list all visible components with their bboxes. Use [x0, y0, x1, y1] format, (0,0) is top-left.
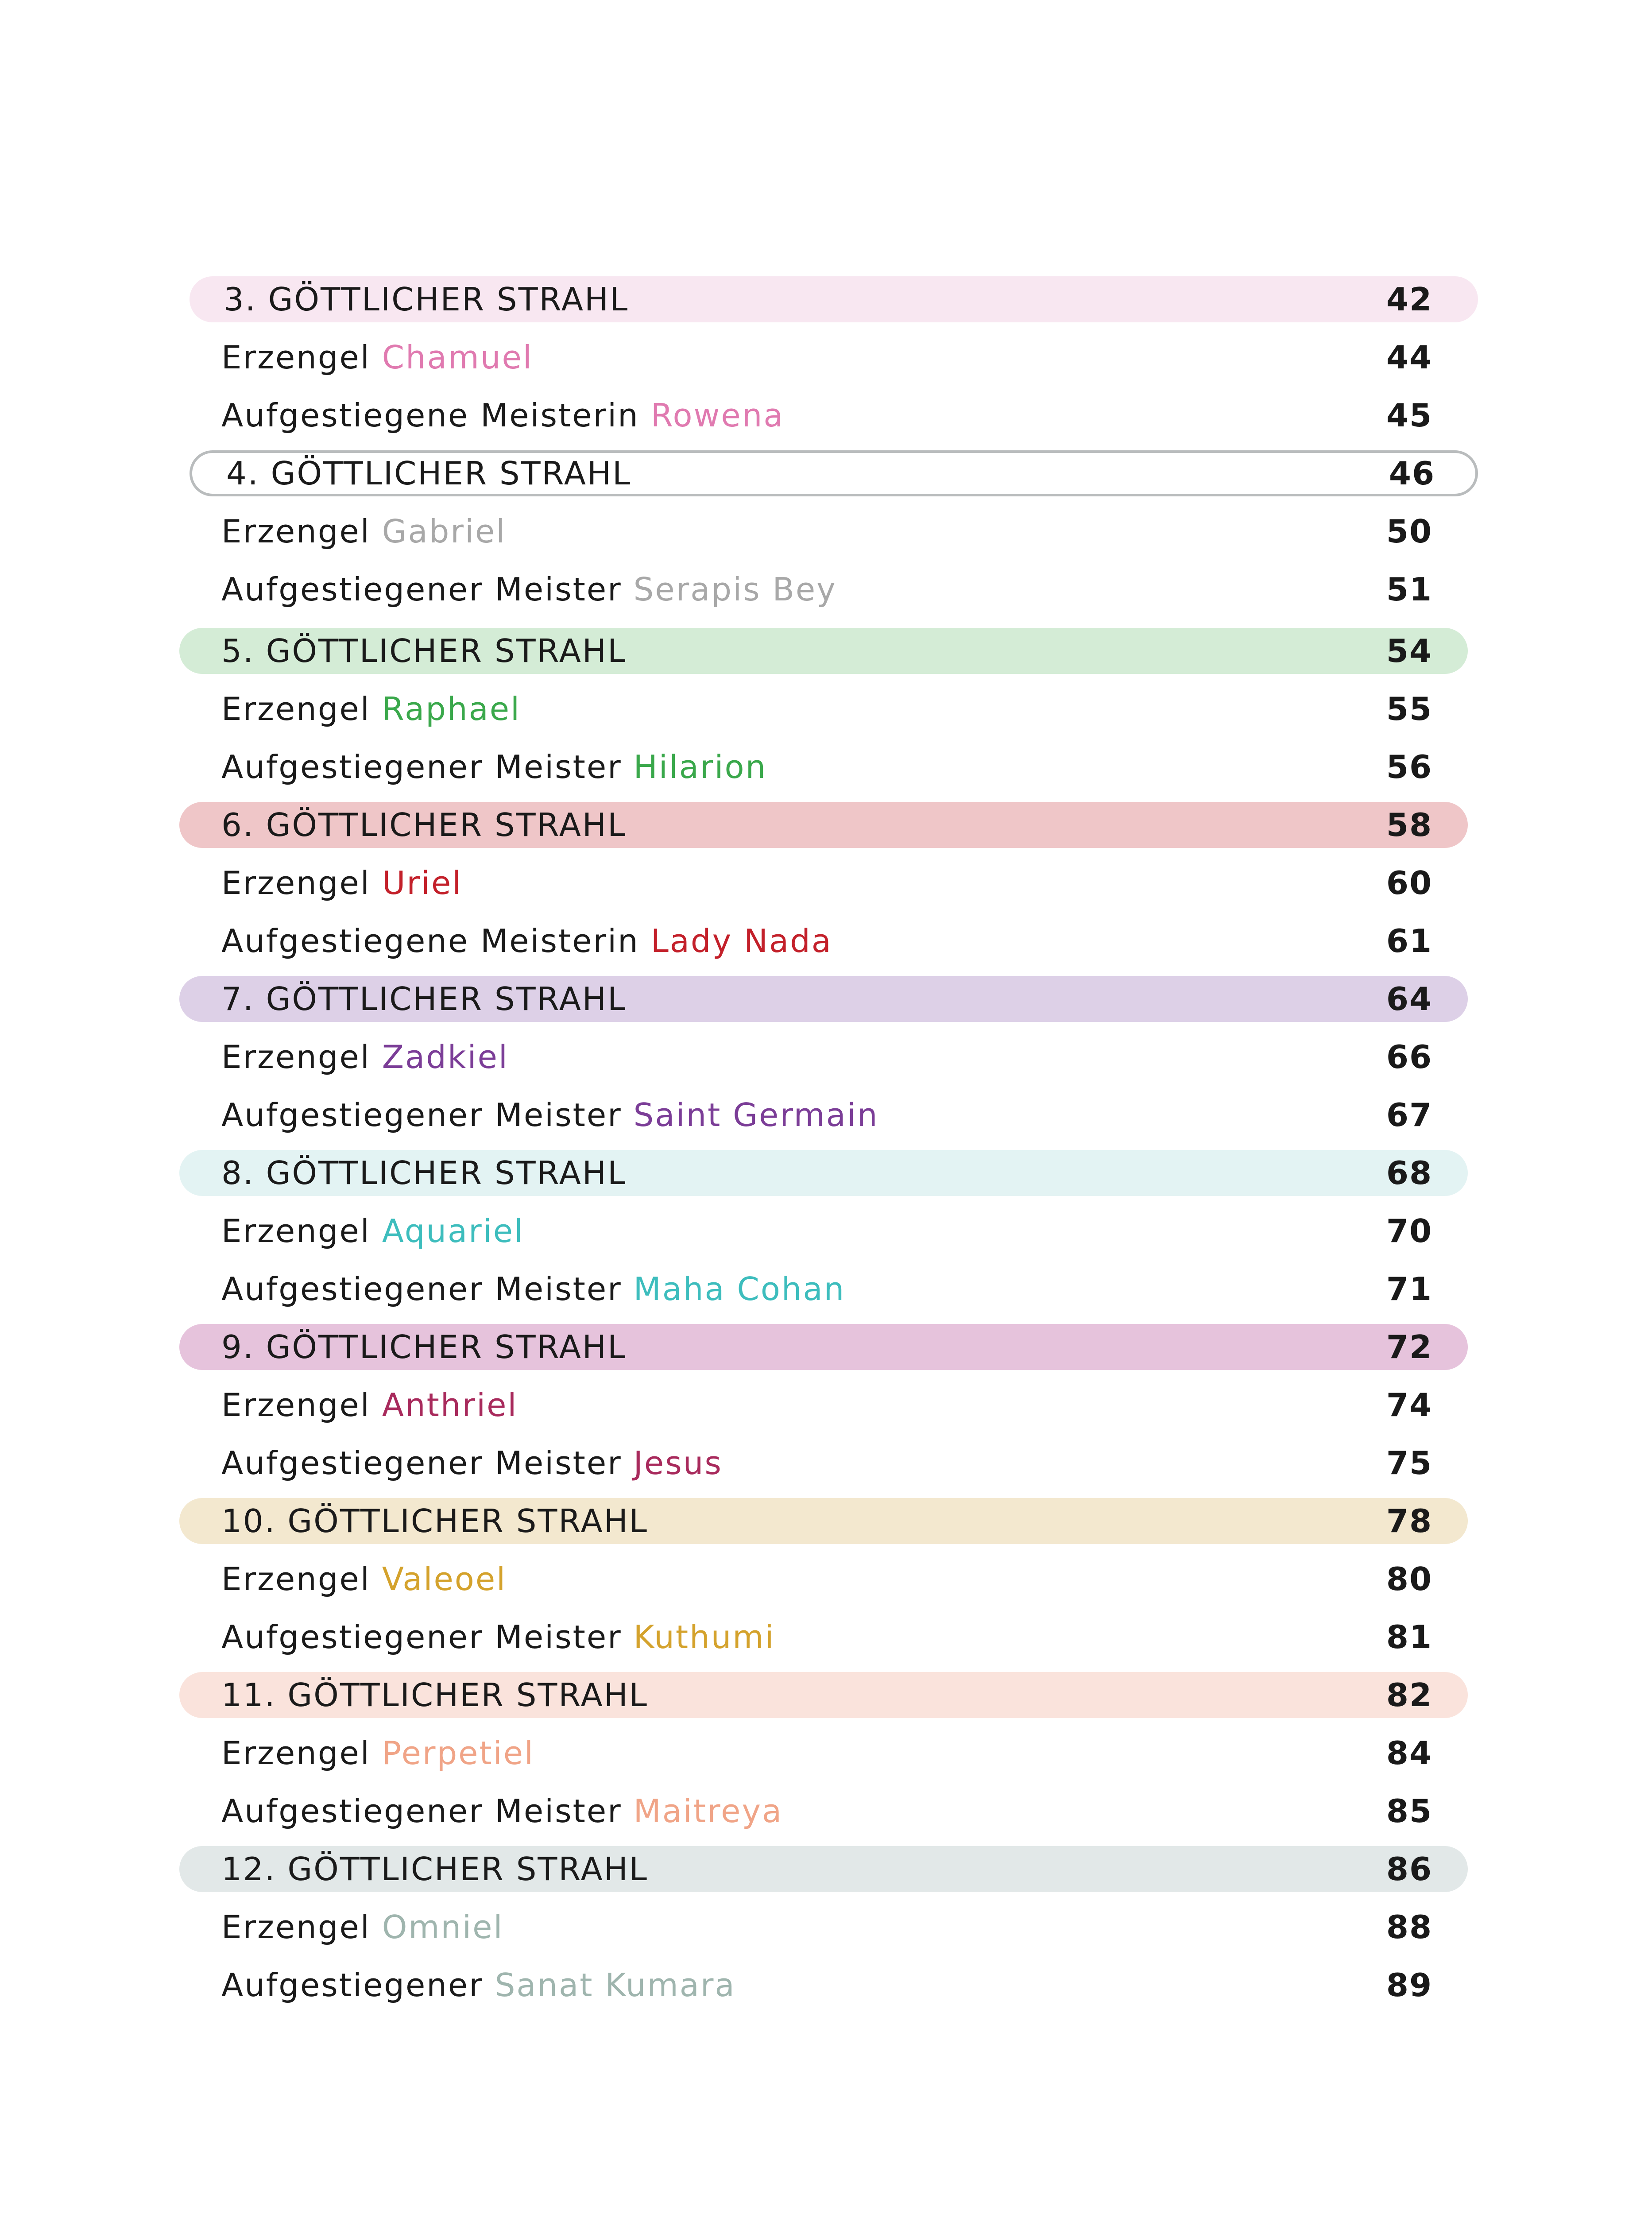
entry-label: [221, 1966, 736, 2004]
entry-page-number: 88: [1386, 1908, 1433, 1946]
entry-title-prefix: Erzengel: [221, 1212, 371, 1250]
entry-name: Perpetiel: [382, 1734, 535, 1772]
section-heading-row[interactable]: [190, 450, 1478, 496]
section-page-number: 46: [1389, 455, 1435, 492]
entry-label: [221, 571, 837, 608]
entry-title-prefix: Erzengel: [221, 1038, 371, 1076]
entry-title-prefix: Aufgestiegener Meister: [221, 1096, 622, 1134]
entry-name: Lady Nada: [650, 922, 832, 960]
toc-section: [0, 976, 1652, 1144]
entry-name: Saint Germain: [633, 1096, 879, 1134]
entry-name: Chamuel: [382, 338, 533, 376]
entry-page-number: 56: [1386, 748, 1433, 786]
entry-name: Jesus: [633, 1444, 723, 1482]
section-heading-row[interactable]: [179, 1846, 1468, 1892]
section-page-number: 58: [1386, 806, 1433, 844]
entry-title-prefix: Aufgestiegene Meisterin: [221, 922, 639, 960]
entry-title-prefix: Aufgestiegener Meister: [221, 1444, 622, 1482]
entry-name: Rowena: [650, 396, 785, 434]
entry-name: Kuthumi: [633, 1618, 775, 1656]
entry-page-number: 67: [1386, 1096, 1433, 1134]
toc-entry-row[interactable]: [0, 502, 1652, 560]
entry-page-number: 75: [1386, 1444, 1433, 1482]
entry-label: [221, 1792, 783, 1830]
toc-section: [0, 1672, 1652, 1840]
entry-title-prefix: Erzengel: [221, 1908, 371, 1946]
section-heading-row[interactable]: [179, 1150, 1468, 1196]
entry-title-prefix: Aufgestiegene Meisterin: [221, 396, 639, 434]
section-page-number: 54: [1386, 632, 1433, 670]
entry-label: [221, 1096, 879, 1134]
toc-entry-row[interactable]: [0, 1202, 1652, 1260]
entry-label: [221, 748, 767, 786]
toc-entry-row[interactable]: [0, 1608, 1652, 1666]
section-page-number: 68: [1386, 1154, 1433, 1192]
entry-label: [221, 864, 462, 902]
entry-name: Maha Cohan: [633, 1270, 846, 1308]
entry-page-number: 51: [1386, 570, 1433, 608]
entry-name: Serapis Bey: [633, 570, 837, 608]
entry-name: Zadkiel: [382, 1038, 509, 1076]
entry-page-number: 84: [1386, 1734, 1433, 1772]
toc-section: [0, 802, 1652, 970]
entry-page-number: 89: [1386, 1966, 1433, 2004]
entry-title-prefix: Erzengel: [221, 512, 371, 550]
section-heading-label: 7. GÖTTLICHER STRAHL: [221, 980, 627, 1018]
entry-page-number: 60: [1386, 864, 1433, 902]
entry-title-prefix: Aufgestiegener Meister: [221, 1618, 622, 1656]
entry-title-prefix: Aufgestiegener Meister: [221, 748, 622, 786]
toc-section: [0, 1324, 1652, 1492]
entry-label: [221, 690, 521, 728]
entry-title-prefix: Erzengel: [221, 690, 371, 728]
section-page-number: 86: [1386, 1850, 1433, 1888]
entry-title-prefix: Aufgestiegener Meister: [221, 1270, 622, 1308]
entry-page-number: 80: [1386, 1560, 1433, 1598]
toc-entry-row[interactable]: [0, 1376, 1652, 1434]
toc-entry-row[interactable]: [0, 1956, 1652, 2014]
section-heading-label: 11. GÖTTLICHER STRAHL: [221, 1676, 649, 1714]
toc-entry-row[interactable]: [0, 912, 1652, 970]
entry-name: Maitreya: [633, 1792, 783, 1830]
entry-page-number: 66: [1386, 1038, 1433, 1076]
entry-page-number: 50: [1386, 512, 1433, 550]
entry-page-number: 45: [1386, 396, 1433, 434]
toc-entry-row[interactable]: [0, 1434, 1652, 1492]
section-heading-label: 8. GÖTTLICHER STRAHL: [221, 1154, 627, 1192]
entry-name: Hilarion: [633, 748, 767, 786]
section-heading-row[interactable]: [179, 1324, 1468, 1370]
section-heading-label: 10. GÖTTLICHER STRAHL: [221, 1502, 649, 1540]
section-page-number: 64: [1386, 980, 1433, 1018]
entry-name: Anthriel: [382, 1386, 518, 1424]
section-heading-row[interactable]: [179, 802, 1468, 848]
entry-label: [221, 1908, 503, 1946]
toc-entry-row[interactable]: [0, 1260, 1652, 1318]
entry-page-number: 71: [1386, 1270, 1433, 1308]
entry-title-prefix: Erzengel: [221, 1386, 371, 1424]
section-heading-label: 3. GÖTTLICHER STRAHL: [224, 281, 629, 318]
section-page-number: 72: [1386, 1328, 1433, 1366]
entry-name: Aquariel: [382, 1212, 525, 1250]
entry-name: Uriel: [382, 864, 463, 902]
toc-section: [0, 1498, 1652, 1666]
entry-label: [221, 1270, 845, 1308]
toc-entry-row[interactable]: [0, 386, 1652, 444]
entry-title-prefix: Aufgestiegener Meister: [221, 570, 622, 608]
entry-name: Gabriel: [382, 512, 507, 550]
entry-label: [221, 397, 784, 434]
entry-page-number: 44: [1386, 338, 1433, 376]
entry-name: Raphael: [382, 690, 521, 728]
section-heading-row[interactable]: [179, 976, 1468, 1022]
toc-entry-row[interactable]: [0, 854, 1652, 912]
entry-title-prefix: Aufgestiegener: [221, 1966, 484, 2004]
section-heading-row[interactable]: [179, 1672, 1468, 1718]
entry-label: [221, 922, 832, 960]
entry-name: Sanat Kumara: [495, 1966, 736, 2004]
toc-entry-row[interactable]: [0, 1782, 1652, 1840]
section-heading-label: 4. GÖTTLICHER STRAHL: [226, 455, 632, 492]
section-heading-row[interactable]: [190, 276, 1478, 322]
toc-section: [0, 628, 1652, 796]
section-heading-label: 12. GÖTTLICHER STRAHL: [221, 1850, 649, 1888]
entry-title-prefix: Aufgestiegener Meister: [221, 1792, 622, 1830]
entry-page-number: 70: [1386, 1212, 1433, 1250]
entry-title-prefix: Erzengel: [221, 1734, 371, 1772]
entry-name: Omniel: [382, 1908, 504, 1946]
entry-label: [221, 1038, 509, 1076]
entry-label: [221, 1734, 534, 1772]
toc-entry-row[interactable]: [0, 1086, 1652, 1144]
toc-entry-row[interactable]: [0, 680, 1652, 738]
entry-page-number: 81: [1386, 1618, 1433, 1656]
toc-section: [0, 450, 1652, 618]
entry-page-number: 61: [1386, 922, 1433, 960]
toc-entry-row[interactable]: [0, 1898, 1652, 1956]
toc-entry-row[interactable]: [0, 328, 1652, 386]
section-heading-row[interactable]: [179, 628, 1468, 674]
section-heading-label: 5. GÖTTLICHER STRAHL: [221, 632, 627, 670]
entry-label: [221, 1212, 524, 1250]
toc-entry-row[interactable]: [0, 1028, 1652, 1086]
toc-entry-row[interactable]: [0, 1550, 1652, 1608]
section-heading-label: 6. GÖTTLICHER STRAHL: [221, 806, 627, 844]
entry-page-number: 55: [1386, 690, 1433, 728]
toc-entry-row[interactable]: [0, 1724, 1652, 1782]
toc-section: [0, 1150, 1652, 1318]
table-of-contents: [0, 270, 1652, 2014]
entry-label: [221, 339, 533, 376]
toc-section: [0, 1846, 1652, 2014]
section-page-number: 42: [1386, 281, 1433, 318]
section-heading-label: 9. GÖTTLICHER STRAHL: [221, 1328, 627, 1366]
toc-section: [0, 276, 1652, 444]
entry-label: [221, 1560, 507, 1598]
entry-label: [221, 513, 506, 550]
entry-title-prefix: Erzengel: [221, 1560, 371, 1598]
section-page-number: 82: [1386, 1676, 1433, 1714]
entry-name: Valeoel: [382, 1560, 507, 1598]
section-heading-row[interactable]: [179, 1498, 1468, 1544]
entry-page-number: 74: [1386, 1386, 1433, 1424]
entry-title-prefix: Erzengel: [221, 338, 371, 376]
entry-label: [221, 1444, 723, 1482]
entry-label: [221, 1618, 775, 1656]
entry-page-number: 85: [1386, 1792, 1433, 1830]
toc-entry-row[interactable]: [0, 560, 1652, 618]
entry-label: [221, 1386, 518, 1424]
section-page-number: 78: [1386, 1502, 1433, 1540]
toc-entry-row[interactable]: [0, 738, 1652, 796]
entry-title-prefix: Erzengel: [221, 864, 371, 902]
